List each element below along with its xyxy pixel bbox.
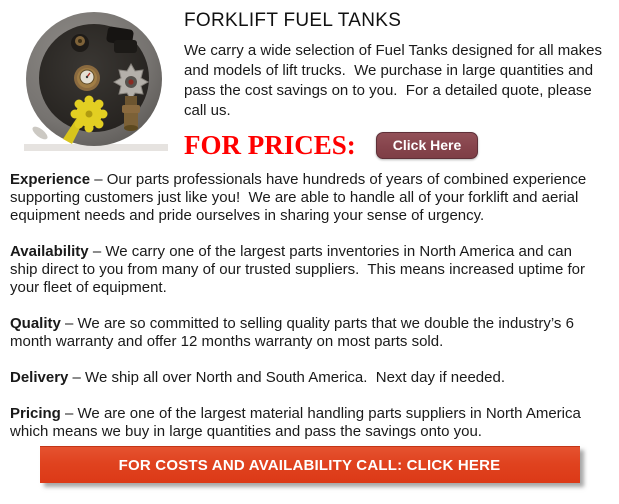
click-here-button[interactable]: Click Here [376,132,478,159]
header-section [0,0,619,159]
feature-delivery [10,369,593,387]
feature-label: Pricing [10,405,61,422]
feature-pricing [10,405,593,441]
feature-text: – We carry one of the largest parts inventories in North America and can ship direct to you from many of our trusted suppliers. This means increased uptime for your fleet of equipment. [10,243,590,296]
for-prices-label: FOR PRICES: [184,130,356,160]
feature-availability [10,243,593,297]
feature-label: Delivery [10,369,69,386]
features-section [0,159,619,441]
feature-text: – We ship all over North and South America. Next day if needed. [72,369,506,386]
intro-text-content: We carry a wide selection of Fuel Tanks designed for all makes and models of lift trucks. We purchase in large quantities and pass the cost savings on to you. For a detailed quote, please call us. [184,42,607,119]
header-text-column [178,6,619,159]
feature-text: – Our parts professionals have hundreds of years of combined experience supporting customers just like you! We are able to handle all of your forklift and aerial equipment needs and pride ourselves in sharing your sense of urgency. [10,171,591,224]
feature-label: Quality [10,315,61,332]
feature-label: Availability [10,243,89,260]
footer-cta-banner[interactable]: FOR COSTS AND AVAILABILITY CALL: CLICK HERE [40,446,580,483]
fuel-tank-photo [10,6,178,156]
intro-text [184,41,617,121]
feature-text: – We are one of the largest material handling parts suppliers in North America which means we buy in large quantities and pass the savings onto you. [10,405,586,440]
feature-quality [10,315,593,351]
fuel-tank-illustration [10,6,178,156]
feature-text: – We are so committed to selling quality parts that we double the industry’s 6 month warranty and offer 12 months warranty on most parts sold. [10,315,579,350]
footer-banner-wrap [0,446,619,483]
feature-experience [10,171,593,225]
feature-label: Experience [10,171,91,188]
page-title: FORKLIFT FUEL TANKS [184,10,402,31]
valve-body [125,96,137,105]
prices-row [184,132,617,159]
